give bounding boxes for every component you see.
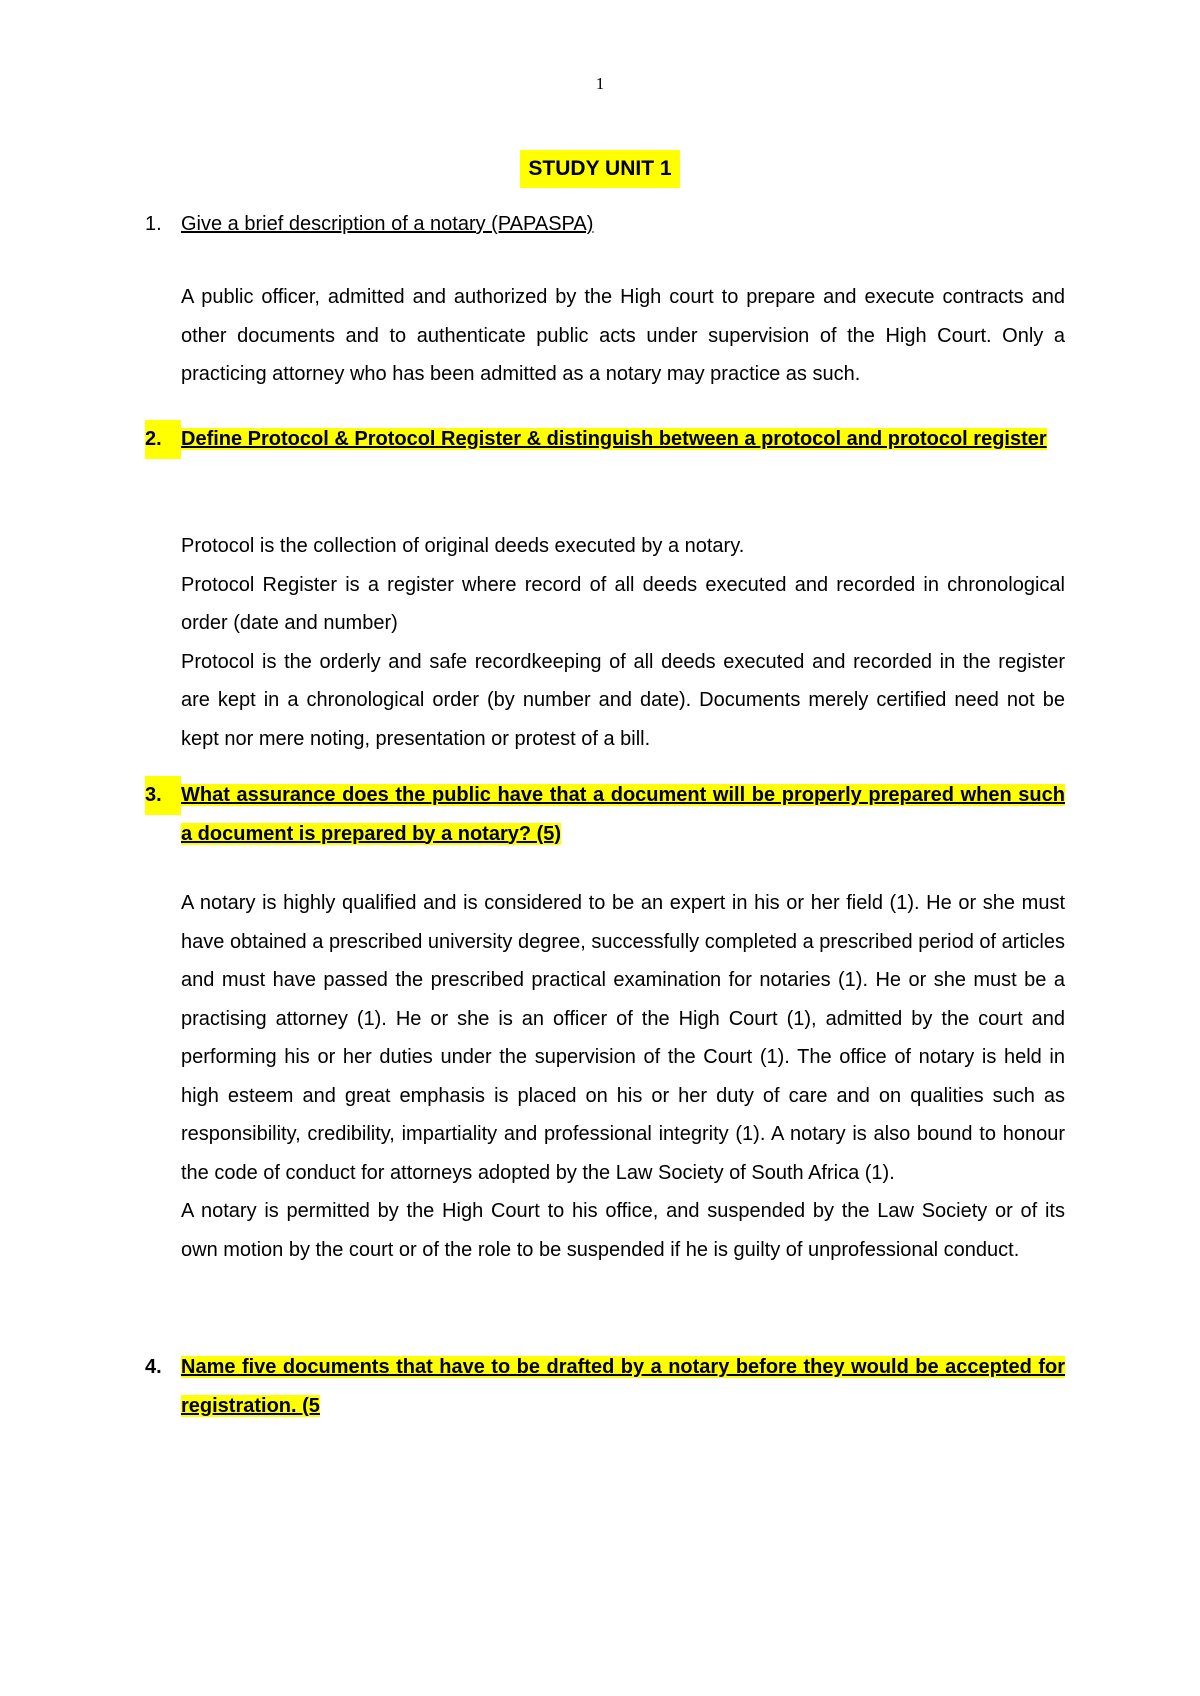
answer-2-paragraph-1: Protocol is the collection of original deeds executed by a notary. <box>181 535 745 557</box>
question-1-number: 1. <box>145 213 162 235</box>
answer-3 <box>181 884 1065 1269</box>
question-4-number: 4. <box>145 1356 162 1378</box>
page-number: 1 <box>595 74 605 93</box>
answer-1 <box>181 278 1065 394</box>
question-3-number: 3. <box>145 776 181 815</box>
answer-1-paragraph: A public officer, admitted and authorized by the High court to prepare and execute contracts and other documents and to authenticate public acts under supervision of the High Court. Only a practicing attorney who has been admitted as a notary may practice as such. <box>181 286 1065 385</box>
question-3-text: What assurance does the public have that a document will be properly prepared when such a document is prepared by a notary? (5) <box>181 784 1065 845</box>
question-2-number: 2. <box>145 420 181 459</box>
question-4-text: Name five documents that have to be drafted by a notary before they would be accepted for registration. (5 <box>181 1356 1065 1417</box>
answer-2 <box>181 527 1065 758</box>
answer-3-paragraph-2: A notary is permitted by the High Court to his office, and suspended by the Law Society or of its own motion by the court or of the role to be suspended if he is guilty of unprofessional conduct. <box>181 1200 1065 1261</box>
question-4 <box>145 1348 1065 1425</box>
question-1-text: Give a brief description of a notary (PAPASPA) <box>181 213 594 235</box>
question-2 <box>145 420 1065 459</box>
question-2-text: Define Protocol & Protocol Register & distinguish between a protocol and protocol register <box>181 428 1047 450</box>
question-1 <box>145 205 1065 244</box>
answer-3-paragraph-1: A notary is highly qualified and is considered to be an expert in his or her field (1). He or she must have obtained a prescribed university degree, successfully completed a prescribed period of articles and must have passed the prescribed practical examination for notaries (1). He or she must be a practising attorney (1). He or she is an officer of the High Court (1), admitted by the court and performing his or her duties under the supervision of the Court (1). The office of notary is held in high esteem and great emphasis is placed on his or her duty of care and on qualities such as responsibility, credibility, impartiality and professional integrity (1). A notary is also bound to honour the code of conduct for attorneys adopted by the Law Society of South Africa (1). <box>181 892 1065 1184</box>
question-3 <box>145 776 1065 853</box>
answer-2-paragraph-2: Protocol Register is a register where record of all deeds executed and recorded in chronological order (date and number) <box>181 573 1065 634</box>
title-container <box>0 150 1200 188</box>
answer-2-paragraph-3: Protocol is the orderly and safe recordkeeping of all deeds executed and recorded in the register are kept in a chronological order (by number and date). Documents merely certified need not be kept nor mere noting, presentation or protest of a bill. <box>181 650 1065 750</box>
page-title: STUDY UNIT 1 <box>520 150 679 188</box>
